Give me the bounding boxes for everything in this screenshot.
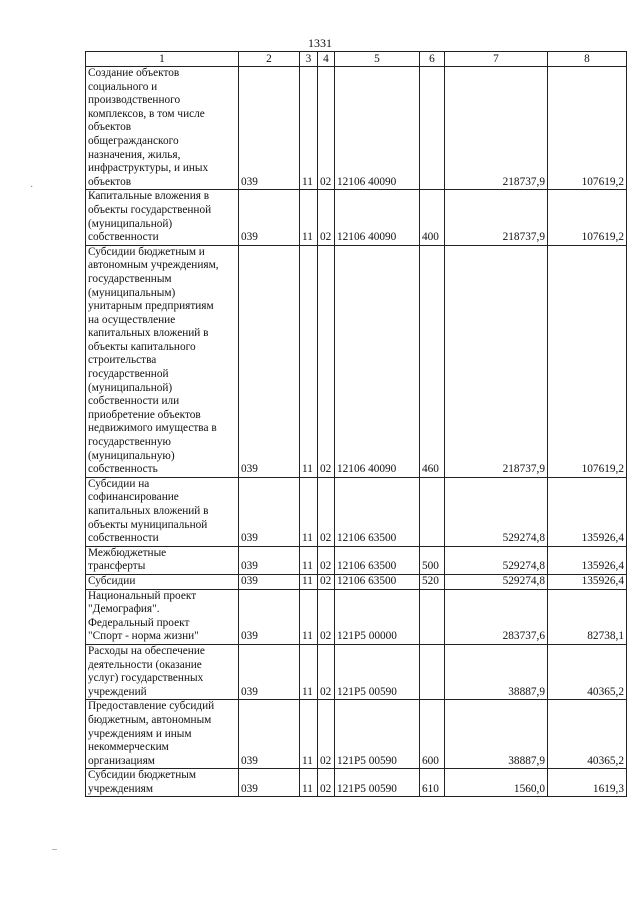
table-row	[86, 644, 627, 699]
row-name: Капитальные вложения в объекты государственной (муниципальной) собственности	[86, 190, 239, 245]
table-row	[86, 574, 627, 589]
expense-type-code	[420, 477, 445, 546]
amount-year-1: 218737,9	[445, 245, 548, 477]
amount-year-1: 283737,6	[445, 589, 548, 644]
column-header: 2	[239, 52, 300, 67]
expense-type-code: 460	[420, 245, 445, 477]
target-article-code: 12106 63500	[335, 546, 420, 574]
row-name: Субсидии бюджетным и автономным учреждениям, государственным (муниципальным) унитарным предприятиям на осуществление капитальных вложений в объекты капитального строительства государственной (муниципальной) собственности или приобретение объектов недвижимого имущества в государственную (муниципальную) собственность	[86, 245, 239, 477]
amount-year-1: 218737,9	[445, 190, 548, 245]
ministry-code: 039	[239, 769, 300, 797]
amount-year-1: 529274,8	[445, 546, 548, 574]
subsection-code: 02	[318, 574, 335, 589]
column-number-row	[86, 52, 627, 67]
table-row	[86, 190, 627, 245]
table-row	[86, 769, 627, 797]
amount-year-1: 38887,9	[445, 644, 548, 699]
table-row	[86, 589, 627, 644]
expense-type-code	[420, 67, 445, 190]
amount-year-2: 135926,4	[548, 477, 627, 546]
target-article-code: 121P5 00590	[335, 769, 420, 797]
amount-year-2: 1619,3	[548, 769, 627, 797]
subsection-code: 02	[318, 644, 335, 699]
section-code: 11	[300, 589, 318, 644]
ministry-code: 039	[239, 546, 300, 574]
amount-year-1: 218737,9	[445, 67, 548, 190]
section-code: 11	[300, 546, 318, 574]
section-code: 11	[300, 190, 318, 245]
scan-speck: ·	[30, 182, 34, 193]
amount-year-2: 107619,2	[548, 67, 627, 190]
budget-table	[85, 51, 627, 797]
ministry-code: 039	[239, 477, 300, 546]
table-row	[86, 700, 627, 769]
amount-year-2: 40365,2	[548, 700, 627, 769]
expense-type-code: 500	[420, 546, 445, 574]
subsection-code: 02	[318, 589, 335, 644]
column-header: 6	[420, 52, 445, 67]
expense-type-code	[420, 589, 445, 644]
amount-year-2: 107619,2	[548, 245, 627, 477]
table-row	[86, 67, 627, 190]
target-article-code: 121P5 00590	[335, 700, 420, 769]
amount-year-1: 529274,8	[445, 574, 548, 589]
expense-type-code: 610	[420, 769, 445, 797]
expense-type-code	[420, 644, 445, 699]
target-article-code: 121P5 00000	[335, 589, 420, 644]
row-name: Расходы на обеспечение деятельности (оказание услуг) государственных учреждений	[86, 644, 239, 699]
row-name: Межбюджетные трансферты	[86, 546, 239, 574]
ministry-code: 039	[239, 67, 300, 190]
column-header: 8	[548, 52, 627, 67]
amount-year-2: 135926,4	[548, 574, 627, 589]
column-header: 1	[86, 52, 239, 67]
target-article-code: 12106 40090	[335, 190, 420, 245]
page-number: 1331	[308, 36, 332, 50]
column-header: 7	[445, 52, 548, 67]
expense-type-code: 600	[420, 700, 445, 769]
ministry-code: 039	[239, 245, 300, 477]
amount-year-2: 107619,2	[548, 190, 627, 245]
amount-year-2: 40365,2	[548, 644, 627, 699]
row-name: Предоставление субсидий бюджетным, автономным учреждениям и иным некоммерческим организациям	[86, 700, 239, 769]
row-name: Субсидии на софинансирование капитальных вложений в объекты муниципальной собственности	[86, 477, 239, 546]
row-name: Субсидии бюджетным учреждениям	[86, 769, 239, 797]
subsection-code: 02	[318, 190, 335, 245]
column-header: 3	[300, 52, 318, 67]
subsection-code: 02	[318, 245, 335, 477]
column-header: 4	[318, 52, 335, 67]
row-name: Субсидии	[86, 574, 239, 589]
column-header: 5	[335, 52, 420, 67]
expense-type-code: 520	[420, 574, 445, 589]
scan-speck: –	[52, 844, 57, 855]
section-code: 11	[300, 245, 318, 477]
target-article-code: 12106 63500	[335, 574, 420, 589]
section-code: 11	[300, 67, 318, 190]
table-row	[86, 546, 627, 574]
section-code: 11	[300, 700, 318, 769]
amount-year-1: 1560,0	[445, 769, 548, 797]
ministry-code: 039	[239, 644, 300, 699]
section-code: 11	[300, 574, 318, 589]
subsection-code: 02	[318, 769, 335, 797]
section-code: 11	[300, 644, 318, 699]
ministry-code: 039	[239, 190, 300, 245]
amount-year-1: 529274,8	[445, 477, 548, 546]
target-article-code: 12106 40090	[335, 245, 420, 477]
table-row	[86, 477, 627, 546]
subsection-code: 02	[318, 546, 335, 574]
target-article-code: 121P5 00590	[335, 644, 420, 699]
row-name: Создание объектов социального и производственного комплексов, в том числе объектов общегражданского назначения, жилья, инфраструктуры, и иных объектов	[86, 67, 239, 190]
ministry-code: 039	[239, 700, 300, 769]
amount-year-1: 38887,9	[445, 700, 548, 769]
amount-year-2: 135926,4	[548, 546, 627, 574]
row-name: Национальный проект "Демография". Федеральный проект "Спорт - норма жизни"	[86, 589, 239, 644]
table-body	[86, 67, 627, 797]
expense-type-code: 400	[420, 190, 445, 245]
subsection-code: 02	[318, 477, 335, 546]
table-row	[86, 245, 627, 477]
amount-year-2: 82738,1	[548, 589, 627, 644]
target-article-code: 12106 40090	[335, 67, 420, 190]
subsection-code: 02	[318, 700, 335, 769]
section-code: 11	[300, 477, 318, 546]
ministry-code: 039	[239, 589, 300, 644]
section-code: 11	[300, 769, 318, 797]
ministry-code: 039	[239, 574, 300, 589]
subsection-code: 02	[318, 67, 335, 190]
target-article-code: 12106 63500	[335, 477, 420, 546]
